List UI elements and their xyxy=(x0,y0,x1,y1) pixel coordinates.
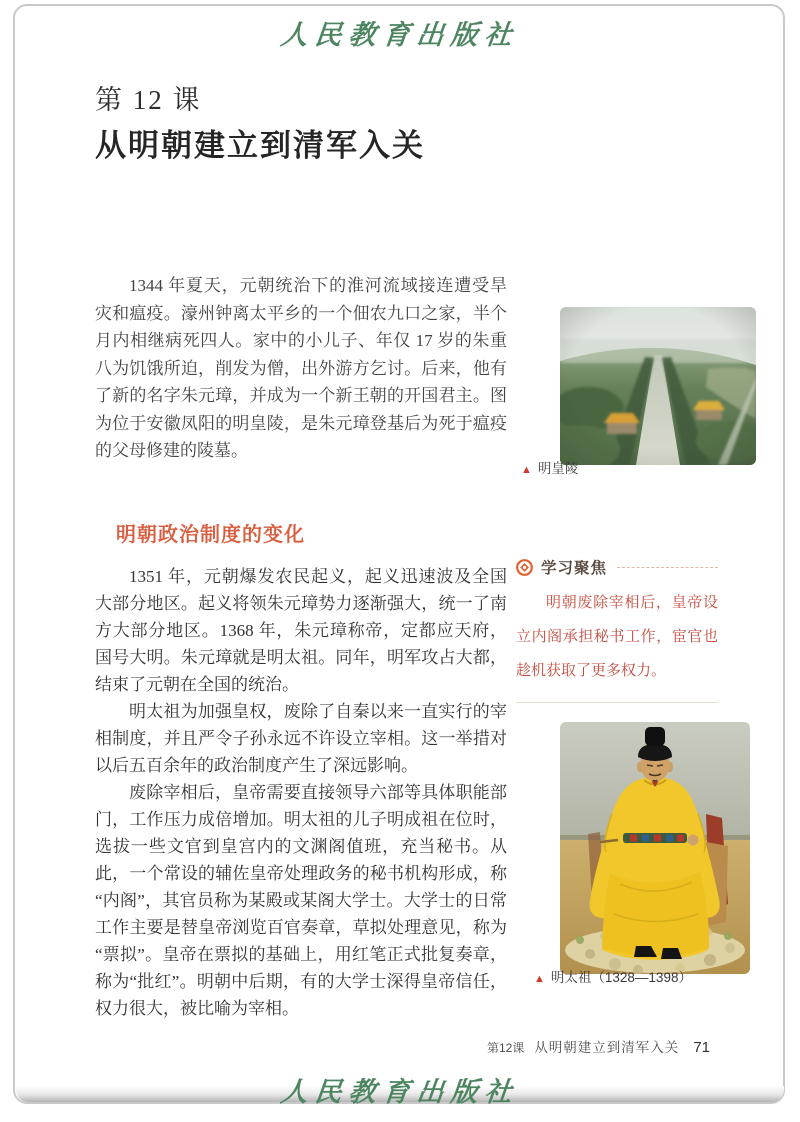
ming-taizu-portrait xyxy=(560,722,750,974)
dashed-rule xyxy=(617,567,718,568)
caption-text: 明太祖（1328—1398） xyxy=(550,970,692,985)
body-text-column xyxy=(95,563,507,1022)
study-focus-box xyxy=(516,556,718,703)
ming-tomb-photo xyxy=(560,307,756,465)
study-focus-header xyxy=(516,556,718,578)
publisher-logo-bottom: 人民教育出版社 xyxy=(279,1077,521,1107)
footer-lesson-title: 从明朝建立到清军入关 xyxy=(534,1040,680,1055)
intro-paragraph: 1344 年夏天，元朝统治下的淮河流域接连遭受旱灾和瘟疫。濠州钟离太平乡的一个佃农九口之家，半个月内相继病死四人。家中的小儿子、年仅 17 岁的朱重八为饥饿所迫，削发为僧，出外游方乞讨。后来，他有了新的名字朱元璋，并成为一个新王朝的开国君主。图为位于安徽凤阳的明皇陵，是朱元璋登基后为死于瘟疫的父母修建的陵墓。 xyxy=(95,276,507,460)
publisher-logo-top: 人民教育出版社 xyxy=(279,20,521,50)
caption-triangle-icon: ▲ xyxy=(521,464,532,476)
page-title: 从明朝建立到清军入关 xyxy=(95,128,425,163)
footer-page-number: 71 xyxy=(693,1039,710,1056)
ming-taizu-caption xyxy=(534,966,692,986)
ming-tomb-caption xyxy=(521,457,578,477)
body-paragraph: 明太祖为加强皇权，废除了自秦以来一直实行的宰相制度，并且严令子孙永远不许设立宰相。这一举措对以后五百余年的政治制度产生了深远影响。 xyxy=(95,702,507,775)
target-icon xyxy=(516,559,533,576)
ming-tomb-illustration xyxy=(560,307,756,465)
ming-taizu-illustration xyxy=(560,722,750,974)
lesson-number: 第 12 课 xyxy=(95,85,202,115)
section-heading: 明朝政治制度的变化 xyxy=(116,524,305,546)
body-paragraph: 1351 年，元朝爆发农民起义，起义迅速波及全国大部分地区。起义将领朱元璋势力逐渐强大，统一了南方大部分地区。1368 年，朱元璋称帝，定都应天府，国号大明。朱元璋就是明太祖。同年，明军攻占大都，结束了元朝在全国的统治。 xyxy=(95,567,507,694)
caption-text: 明皇陵 xyxy=(537,461,579,476)
study-focus-text: 明朝废除宰相后，皇帝设立内阁承担秘书工作，宦官也趁机获取了更多权力。 xyxy=(516,595,718,679)
page-footer xyxy=(380,1036,710,1057)
study-focus-title: 学习聚焦 xyxy=(541,560,608,577)
footer-lesson-number: 第12课 xyxy=(486,1041,525,1055)
caption-triangle-icon: ▲ xyxy=(534,973,545,985)
body-paragraph: 废除宰相后，皇帝需要直接领导六部等具体职能部门，工作压力成倍增加。明太祖的儿子明成祖在位时，选拔一些文官到皇宫内的文渊阁值班，充当秘书。从此，一个常设的辅佐皇帝处理政务的秘书机构形成，称“内阁”，其官员称为某殿或某阁大学士。大学士的日常工作主要是替皇帝浏览百官奏章，草拟处理意见，称为“票拟”。皇帝在票拟的基础上，用红笔正式批复奏章，称为“批红”。明朝中后期，有的大学士深得皇帝信任，权力很大，被比喻为宰相。 xyxy=(95,783,507,1018)
